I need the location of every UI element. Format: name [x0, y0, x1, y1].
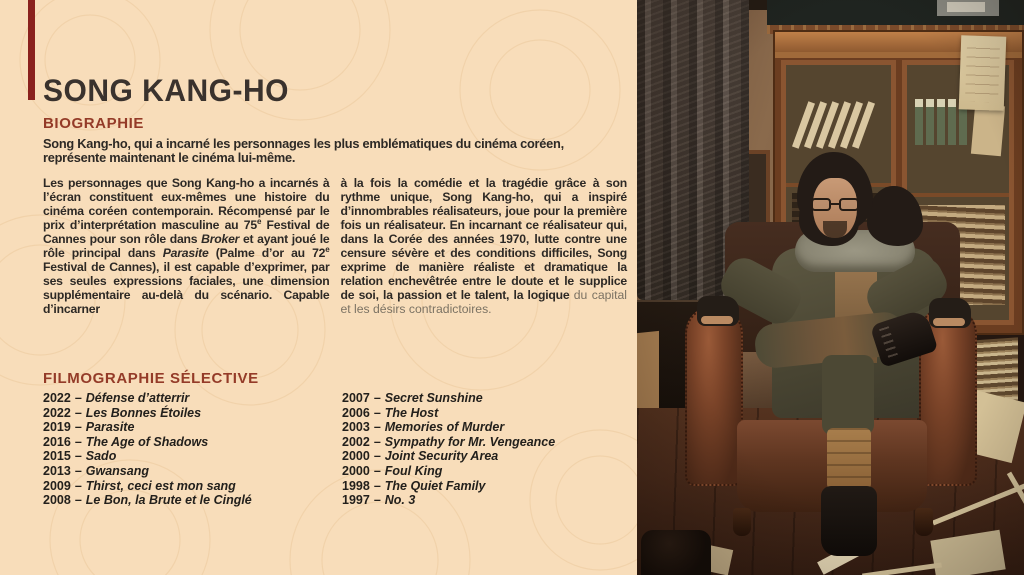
- film-entry: [342, 464, 629, 479]
- accent-bar: [28, 0, 35, 100]
- bio-text: Les personnages que Song Kang-ho a incarnés à l’écran constituent eux-mêmes une histoire du cinéma coréen contemporain. Récompensé par le prix d’interprétation masculine au 75: [43, 176, 330, 232]
- film-title: Thirst, ceci est mon sang: [85, 478, 236, 493]
- film-title: Parasite: [85, 420, 135, 435]
- film-entry: [43, 493, 342, 508]
- film-title-inline: Parasite: [162, 246, 209, 260]
- film-dash: –: [373, 391, 381, 405]
- film-dash: –: [74, 405, 82, 420]
- fur-collar: [795, 230, 915, 272]
- film-dash: –: [74, 463, 82, 478]
- film-title: Memories of Murder: [384, 420, 505, 435]
- film-entry: [342, 391, 629, 406]
- film-year: 2000: [342, 463, 370, 478]
- biography-column-2: [341, 176, 628, 316]
- film-dash: –: [74, 434, 82, 449]
- film-year: 2008: [43, 493, 71, 508]
- film-year: 1998: [342, 478, 370, 493]
- film-entry: [342, 479, 629, 494]
- film-dash: –: [373, 463, 381, 478]
- shelf-edge: [907, 193, 1009, 197]
- hand-fingers: [933, 318, 965, 326]
- film-entry: [43, 464, 342, 479]
- film-title: No. 3: [384, 493, 416, 508]
- film-dash: –: [373, 434, 381, 449]
- glasses: [809, 198, 861, 214]
- filmography-column-2: [342, 391, 629, 508]
- film-year: 1997: [342, 493, 370, 508]
- film-entry: [342, 435, 629, 450]
- biography-column-1: [43, 176, 330, 316]
- film-entry: [43, 406, 342, 421]
- film-year: 2022: [43, 405, 71, 420]
- biography-columns: [43, 176, 627, 316]
- storage-box: [937, 0, 999, 16]
- taped-paper-note: [959, 35, 1007, 111]
- man-beard: [823, 221, 847, 238]
- biography-intro: Song Kang-ho, qui a incarné les personnages les plus emblématiques du cinéma coréen, représente maintenant le cinéma lui-même.: [43, 136, 564, 165]
- film-dash: –: [373, 478, 381, 493]
- bio-text: Festival de Cannes pour son rôle dans: [43, 218, 330, 246]
- film-dash: –: [373, 493, 381, 508]
- film-dash: –: [373, 420, 381, 435]
- film-entry: [342, 493, 629, 508]
- film-year: 2013: [43, 463, 71, 478]
- film-year: 2022: [43, 391, 71, 405]
- film-entry: [342, 420, 629, 435]
- man-hand-right: [929, 298, 971, 328]
- bio-text: (Palme d’or au 72: [208, 246, 326, 260]
- armchair-foot: [733, 508, 751, 536]
- film-entry: [43, 420, 342, 435]
- box-label: [947, 2, 985, 12]
- bio-text: Festival de Cannes), il est capable d’exprimer, par ses seules expressions faciales, une dimension supplémentaire au-delà du scénario. Capable d’incarner: [43, 260, 330, 316]
- film-dash: –: [74, 493, 82, 508]
- film-entry: [342, 406, 629, 421]
- actor-photo: [637, 0, 1024, 575]
- film-year: 2007: [342, 391, 370, 405]
- folder-stack: [971, 104, 1005, 156]
- film-year: 2015: [43, 449, 71, 464]
- filmography-column-1: [43, 391, 342, 508]
- film-year: 2000: [342, 449, 370, 464]
- film-title: The Host: [384, 405, 439, 420]
- film-entry: [43, 391, 342, 406]
- film-entry: [43, 449, 342, 464]
- armchair-arm-left: [685, 306, 743, 486]
- film-title: Joint Security Area: [384, 449, 499, 464]
- book: [915, 99, 923, 145]
- film-year: 2002: [342, 434, 370, 449]
- film-title: The Quiet Family: [384, 478, 486, 493]
- man-shin: [822, 355, 874, 435]
- film-title-inline: Broker: [201, 232, 240, 246]
- filmography-columns: [43, 391, 629, 508]
- man-boot-standing: [821, 486, 877, 556]
- film-dash: –: [373, 449, 381, 464]
- film-title: Gwansang: [85, 463, 149, 478]
- dark-pot: [641, 530, 711, 575]
- armchair-foot: [915, 508, 933, 536]
- ordinal-superscript: e: [325, 244, 330, 254]
- film-year: 2006: [342, 405, 370, 420]
- film-title: Les Bonnes Étoiles: [85, 405, 202, 420]
- bio-text-muted: du capital et les désirs contradictoires.: [340, 288, 628, 316]
- film-entry: [43, 479, 342, 494]
- film-dash: –: [373, 405, 381, 420]
- film-title: Défense d’atterrir: [85, 391, 190, 405]
- man-gaiter: [827, 428, 871, 490]
- film-dash: –: [74, 478, 82, 493]
- film-year: 2009: [43, 478, 71, 493]
- glasses-bridge: [831, 203, 839, 205]
- boot-laces: [879, 326, 898, 358]
- film-dash: –: [74, 449, 82, 464]
- glasses-lens: [811, 198, 831, 211]
- book: [937, 99, 945, 145]
- film-title: Le Bon, la Brute et le Cinglé: [85, 493, 252, 508]
- film-title: Sympathy for Mr. Vengeance: [384, 434, 556, 449]
- ordinal-superscript: e: [256, 216, 262, 226]
- handwriting-lines: [965, 43, 1000, 102]
- bio-text: et ayant joué le rôle principal dans: [43, 232, 330, 260]
- page-title: SONG KANG-HO: [43, 74, 289, 109]
- film-title: The Age of Shadows: [85, 434, 209, 449]
- film-dash: –: [74, 420, 82, 435]
- film-year: 2019: [43, 420, 71, 435]
- man-hand-left: [697, 296, 739, 326]
- film-year: 2003: [342, 420, 370, 435]
- filmography-heading: FILMOGRAPHIE SÉLECTIVE: [43, 370, 259, 387]
- film-dash: –: [74, 391, 82, 405]
- film-year: 2016: [43, 434, 71, 449]
- book: [948, 99, 956, 145]
- film-entry: [43, 435, 342, 450]
- glasses-lens: [839, 198, 859, 211]
- film-entry: [342, 449, 629, 464]
- film-title: Secret Sunshine: [384, 391, 483, 405]
- bio-text: à la fois la comédie et la tragédie grâce à son rythme unique, Song Kang-ho, qui a inspiré d’innombrables réalisateurs, joue pour la première fois un réalisateur. En incarnant ce réalisateur qui, dans la Corée des années 1970, lutte contre une censure sévère et des conditions difficiles, Song exprime de manière réaliste et dramatique la relation enchevêtrée entre le doute et le supplice de soi, la passion et le talent, la logique: [340, 176, 627, 302]
- book: [926, 99, 934, 145]
- hand-fingers: [701, 316, 733, 324]
- biography-heading: BIOGRAPHIE: [43, 115, 145, 132]
- film-title: Sado: [85, 449, 117, 464]
- film-title: Foul King: [384, 463, 443, 478]
